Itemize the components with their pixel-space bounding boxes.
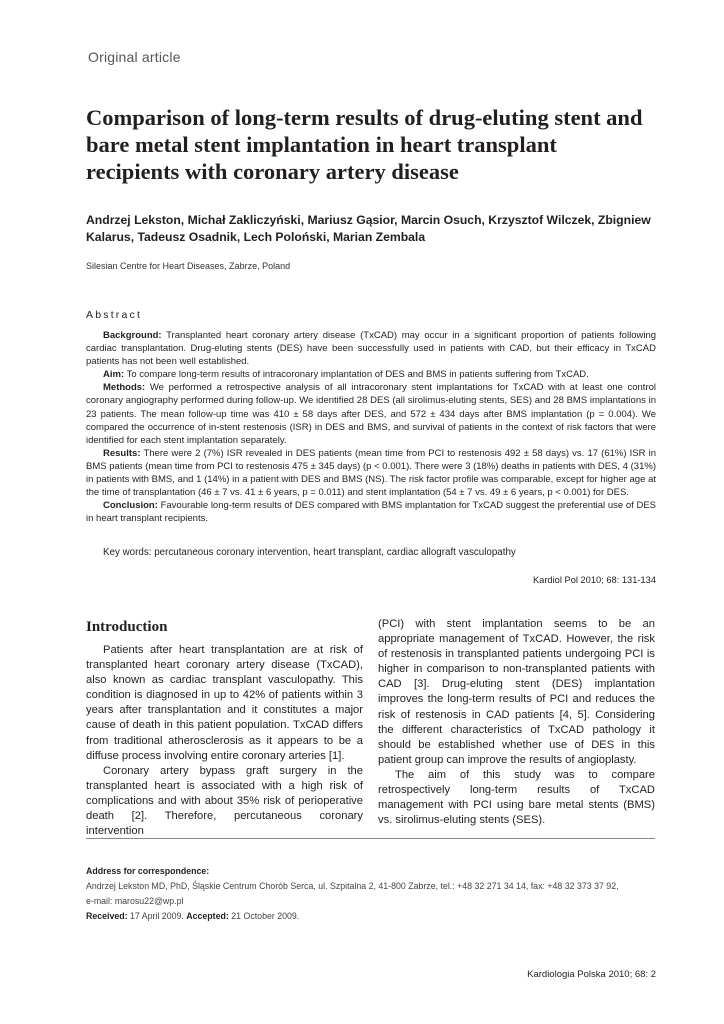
intro-paragraph-2: Coronary artery bypass graft surgery in the transplanted heart is associated with a high risk of complications and with about 35% risk of perioperative death [2]. Therefore, percutaneous coronary intervention xyxy=(86,764,363,838)
abstract-body xyxy=(86,329,656,525)
author-list: Andrzej Lekston, Michał Zakliczyński, Mariusz Gąsior, Marcin Osuch, Krzysztof Wilczek, Zbigniew Kalarus, Tadeusz Osadnik, Lech Poloński, Marian Zembala xyxy=(86,213,651,244)
right-column xyxy=(378,617,655,828)
left-column xyxy=(86,617,363,839)
results-text: There were 2 (7%) ISR revealed in DES patients (mean time from PCI to restenosis 492 ± 58 days) vs. 17 (61%) ISR in BMS patients (mean time from PCI to restenosis 475 ± 345 days) (p < 0.001). There were 3 (18%) deaths in patients with DES, 4 (31%) in patients with BMS, and 1 (14%) in a patient with DES and BMS (NS). The risk factor profile was comparable, except for higher age at the time of transplantation (46 ± 7 vs. 41 ± 6 years, p = 0.011) and stent implantation (54 ± 7 vs. 49 ± 6 years, p < 0.001) for DES. xyxy=(86,447,657,499)
abstract-heading: Abstract xyxy=(86,309,143,321)
abstract-methods xyxy=(86,381,656,446)
introduction-heading: Introduction xyxy=(86,619,168,635)
keywords-text: percutaneous coronary intervention, heart transplant, cardiac allograft vasculopathy xyxy=(154,547,516,558)
methods-text: We performed a retrospective analysis of all intracoronary stent implantations for TxCAD with at least one control coronary angiography performed during follow-up. We identified 28 DES (all sirolimus-eluting stents, SES) and 28 BMS implantations in 23 patients. The mean follow-up time was 410 ± 58 days after DES, and 572 ± 434 days after BMS implantation (p = 0.004). We compared the occurrence of in-stent restenosis (ISR) in DES and BMS, and survival of patients in the context of risk factors that were identified for each stent implantation separately. xyxy=(86,382,657,446)
keywords xyxy=(103,547,663,558)
results-label: Results: xyxy=(103,447,141,459)
conclusion-label: Conclusion: xyxy=(103,500,158,512)
abstract-aim xyxy=(86,368,656,381)
intro-paragraph-1: Patients after heart transplantation are at risk of transplanted heart coronary artery disease (TxCAD), also known as cardiac transplant vasculopathy. This condition is diagnosed in up to 42% of patients within 3 years after transplantation and it constitutes a major cause of death in this patient population. TxCAD differs from traditional atherosclerosis as it appears to be a diffuse process involving entire coronary arteries [1]. xyxy=(86,644,363,762)
accepted-date: 21 October 2009. xyxy=(231,911,300,921)
dates xyxy=(86,909,666,924)
abstract-conclusion xyxy=(86,499,656,525)
page-footer: Kardiologia Polska 2010; 68: 2 xyxy=(527,969,656,980)
correspondence-block xyxy=(86,864,666,924)
keywords-label: Key words: xyxy=(103,547,152,558)
received-label: Received: xyxy=(86,911,128,921)
background-label: Background: xyxy=(103,330,162,341)
intro-paragraph-4: The aim of this study was to compare retrospectively long-term results of TxCAD management with PCI using bare metal stents (BMS) vs. sirolimus-eluting stents (SES). xyxy=(378,768,655,827)
aim-text: To compare long-term results of intracoronary implantation of DES and BMS in patients suffering from TxCAD. xyxy=(126,369,589,381)
intro-paragraph-3: (PCI) with stent implantation seems to be an appropriate management of TxCAD. However, the risk of restenosis in transplanted patients undergoing PCI is higher in comparison to non-transplanted patients with CAD [3]. Drug-eluting stent (DES) implantation improves the long-term results of PCI and reduces the risk of restenosis in CAD patients [4, 5]. Considering the different characteristics of TxCAD pathology it should be established whether use of DES in this patient group can improve the results of angioplasty. xyxy=(378,618,655,766)
correspondence-email: e-mail: marosu22@wp.pl xyxy=(86,896,184,906)
abstract-background xyxy=(86,329,656,368)
aim-label: Aim: xyxy=(103,369,125,381)
affiliation: Silesian Centre for Heart Diseases, Zabrze, Poland xyxy=(86,261,291,271)
article-title: Comparison of long-term results of drug-eluting stent and bare metal stent implantation in heart transplant recipients with coronary artery disease xyxy=(86,105,643,184)
citation: Kardiol Pol 2010; 68: 131-134 xyxy=(532,575,656,585)
received-date: 17 April 2009. xyxy=(130,911,184,921)
correspondence-address: Andrzej Lekston MD, PhD, Śląskie Centrum Chorób Serca, ul. Szpitalna 2, 41-800 Zabrze, tel.: +48 32 271 34 14, fax: +48 32 373 37 92, xyxy=(86,881,619,891)
divider xyxy=(86,838,655,839)
conclusion-text: Favourable long-term results of DES compared with BMS implantation for TxCAD suggest the preferential use of DES in heart transplant recipients. xyxy=(86,500,657,525)
background-text: Transplanted heart coronary artery disease (TxCAD) may occur in a significant proportion of patients following cardiac transplantation. Drug-eluting stents (DES) have been successfully used in patients with CAD, but their efficacy in TxCAD patients has not been well established. xyxy=(86,330,657,368)
correspondence-heading: Address for correspondence: xyxy=(86,866,210,876)
accepted-label: Accepted: xyxy=(186,911,229,921)
abstract-results xyxy=(86,447,656,499)
methods-label: Methods: xyxy=(103,382,146,394)
section-label: Original article xyxy=(88,49,181,65)
